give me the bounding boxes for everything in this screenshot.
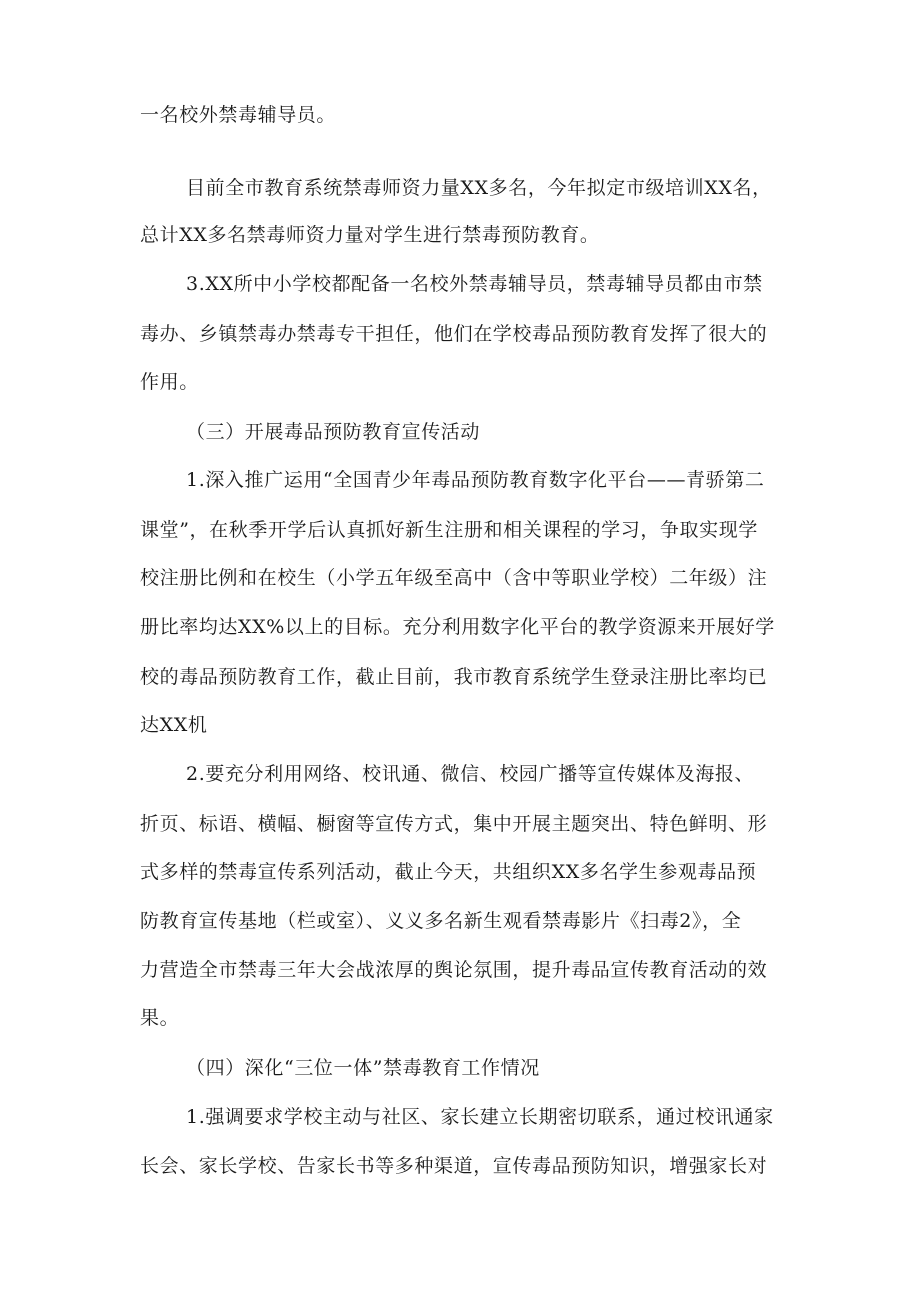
text-line-5: 毒办、乡镇禁毒办禁毒专干担任，他们在学校毒品预防教育发挥了很大的 xyxy=(140,323,768,345)
text-line-16: 式多样的禁毒宣传系列活动，截止今天，共组织XX多名学生参观毒品预 xyxy=(140,861,757,883)
section-heading-4: （四）深化“三位一体”禁毒教育工作情况 xyxy=(186,1057,540,1079)
text-line-13: 达XX机 xyxy=(140,714,208,736)
text-line-21: 1.强调要求学校主动与社区、家长建立长期密切联系，通过校讯通家 xyxy=(186,1106,774,1128)
text-line-17: 防教育宣传基地（栏或室）、义义多名新生观看禁毒影片《扫毒2》，全 xyxy=(140,910,742,932)
text-line-11: 册比率均达XX%以上的目标。充分利用数字化平台的教学资源来开展好学 xyxy=(140,616,775,638)
text-line-1: 一名校外禁毒辅导员。 xyxy=(140,104,337,126)
section-heading-3: （三）开展毒品预防教育宣传活动 xyxy=(186,421,481,443)
text-line-10: 校注册比例和在校生（小学五年级至高中（含中等职业学校）二年级）注 xyxy=(140,567,768,589)
text-line-6: 作用。 xyxy=(140,371,199,393)
text-line-3: 总计XX多名禁毒师资力量对学生进行禁毒预防教育。 xyxy=(140,224,600,246)
text-line-2: 目前全市教育系统禁毒师资力量XX多名，今年拟定市级培训XX名， xyxy=(186,177,772,199)
text-line-12: 校的毒品预防教育工作，截止目前，我市教育系统学生登录注册比率均已 xyxy=(140,666,768,688)
text-line-18: 力营造全市禁毒三年大会战浓厚的舆论氛围，提升毒品宣传教育活动的效 xyxy=(140,959,768,981)
text-line-15: 折页、标语、横幅、橱窗等宣传方式，集中开展主题突出、特色鲜明、形 xyxy=(140,813,768,835)
text-line-9: 课堂”，在秋季开学后认真抓好新生注册和相关课程的学习，争取实现学 xyxy=(140,519,758,541)
text-line-22: 长会、家长学校、告家长书等多种渠道，宣传毒品预防知识，增强家长对 xyxy=(140,1155,768,1177)
text-line-19: 果。 xyxy=(140,1007,180,1029)
text-line-4: 3.XX所中小学校都配备一名校外禁毒辅导员，禁毒辅导员都由市禁 xyxy=(186,273,763,295)
text-line-8: 1.深入推广运用“全国青少年毒品预防教育数字化平台——青骄第二 xyxy=(186,469,765,491)
text-line-14: 2.要充分利用网络、校讯通、微信、校园广播等宣传媒体及海报、 xyxy=(186,763,755,785)
